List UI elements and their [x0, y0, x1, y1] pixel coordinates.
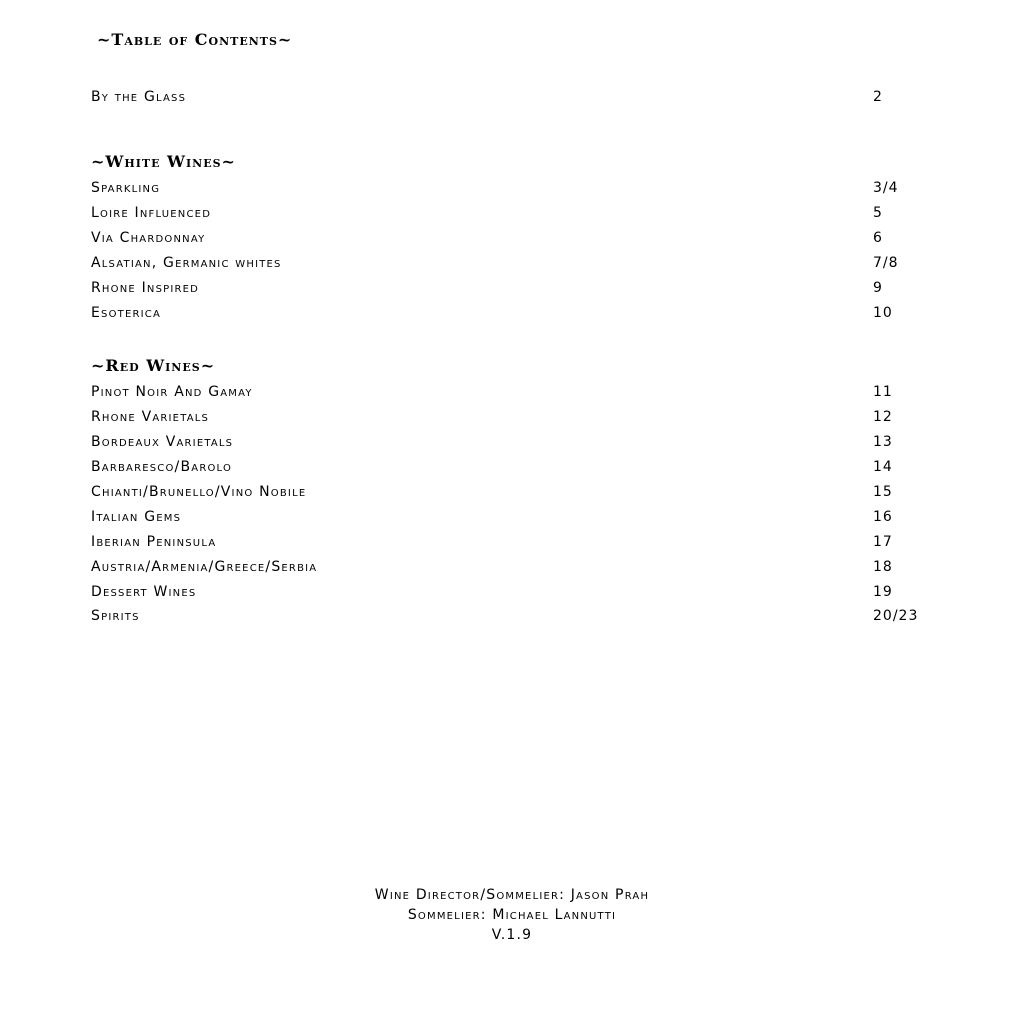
- toc-label: Iberian Peninsula: [91, 534, 217, 550]
- toc-label: Barbaresco/Barolo: [91, 459, 233, 475]
- toc-page-number: 15: [873, 484, 893, 500]
- footer-credits: [0, 885, 1024, 945]
- toc-row[interactable]: [91, 432, 931, 452]
- toc-row[interactable]: [91, 532, 931, 552]
- toc-page-number: 5: [873, 205, 883, 221]
- toc-row[interactable]: [91, 178, 931, 198]
- toc-page-number: 17: [873, 534, 893, 550]
- footer-wine-director: Wine Director/Sommelier: Jason Prah: [374, 887, 650, 903]
- toc-page-number: 6: [873, 230, 883, 246]
- toc-page-number: 9: [873, 280, 883, 296]
- toc-page-number: 20/23: [873, 608, 919, 624]
- toc-row[interactable]: [91, 382, 931, 402]
- toc-row[interactable]: [91, 278, 931, 298]
- toc-page-number: 18: [873, 559, 893, 575]
- toc-label: Rhone Varietals: [91, 409, 210, 425]
- toc-row[interactable]: [91, 507, 931, 527]
- toc-label: Rhone Inspired: [91, 280, 200, 296]
- toc-label: Esoterica: [91, 305, 162, 321]
- toc-label: Loire Influenced: [91, 205, 212, 221]
- toc-page-number: 14: [873, 459, 893, 475]
- toc-row-by-the-glass[interactable]: [91, 87, 931, 107]
- toc-row[interactable]: [91, 228, 931, 248]
- page-title: ~Table of Contents~: [97, 30, 293, 49]
- toc-label: Dessert Wines: [91, 584, 197, 600]
- toc-label: Austria/Armenia/Greece/Serbia: [91, 559, 318, 575]
- toc-label: Chianti/Brunello/Vino Nobile: [91, 484, 307, 500]
- toc-label: By the Glass: [91, 89, 187, 105]
- toc-page-number: 2: [873, 89, 883, 105]
- toc-page-number: 7/8: [873, 255, 899, 271]
- footer-version: V.1.9: [491, 927, 533, 943]
- toc-row[interactable]: [91, 407, 931, 427]
- toc-page-number: 13: [873, 434, 893, 450]
- toc-row[interactable]: [91, 303, 931, 323]
- toc-label: Sparkling: [91, 180, 161, 196]
- toc-page-number: 12: [873, 409, 893, 425]
- toc-label: Pinot Noir And Gamay: [91, 384, 253, 400]
- toc-page-number: 19: [873, 584, 893, 600]
- toc-label: Spirits: [91, 608, 140, 624]
- toc-row[interactable]: [91, 482, 931, 502]
- toc-page-number: 10: [873, 305, 893, 321]
- toc-row[interactable]: [91, 203, 931, 223]
- toc-row[interactable]: [91, 557, 931, 577]
- footer-sommelier: Sommelier: Michael Lannutti: [407, 907, 617, 923]
- toc-label: Bordeaux Varietals: [91, 434, 234, 450]
- section-heading-white-wines: ~White Wines~: [91, 152, 236, 171]
- toc-row[interactable]: [91, 457, 931, 477]
- toc-page-number: 16: [873, 509, 893, 525]
- toc-row[interactable]: [91, 606, 931, 626]
- toc-label: Via Chardonnay: [91, 230, 206, 246]
- toc-page-number: 3/4: [873, 180, 899, 196]
- toc-row[interactable]: [91, 582, 931, 602]
- toc-label: Alsatian, Germanic whites: [91, 255, 282, 271]
- toc-label: Italian Gems: [91, 509, 182, 525]
- section-heading-red-wines: ~Red Wines~: [91, 356, 216, 375]
- toc-row[interactable]: [91, 253, 931, 273]
- toc-page-number: 11: [873, 384, 893, 400]
